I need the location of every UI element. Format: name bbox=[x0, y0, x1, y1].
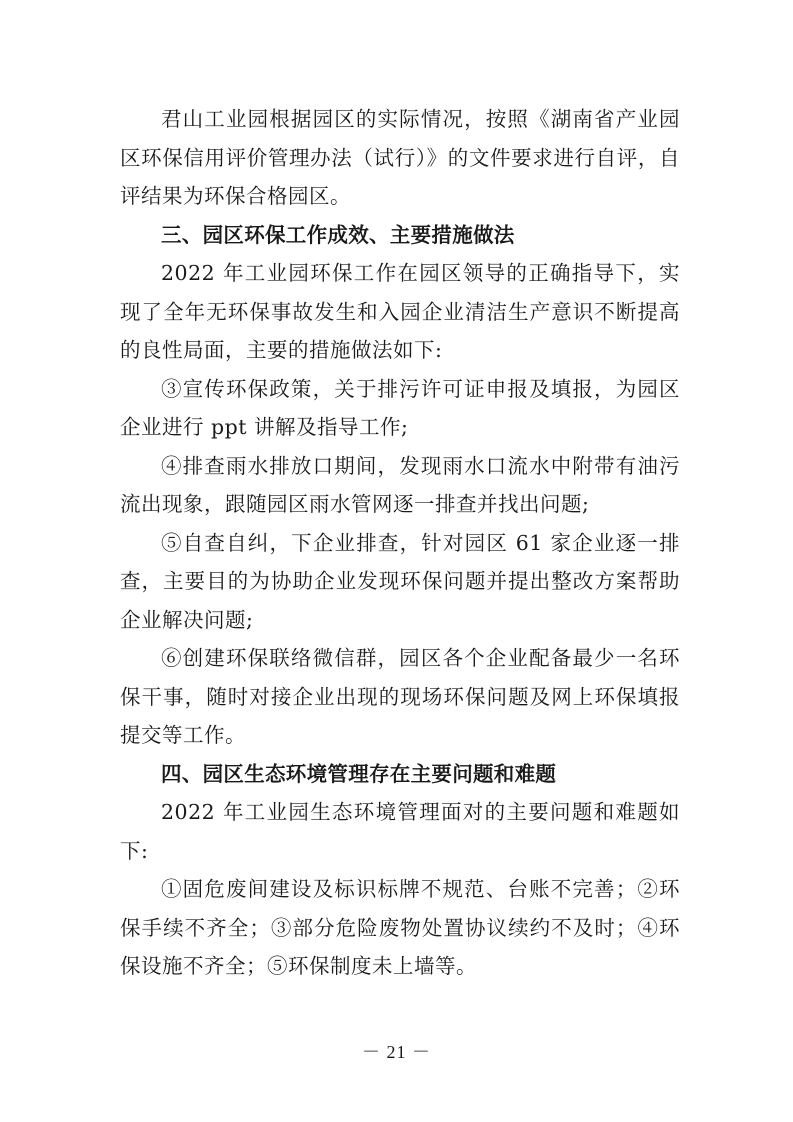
paragraph-measure-3: ③宣传环保政策，关于排污许可证申报及填报，为园区企业进行 ppt 讲解及指导工作; bbox=[120, 376, 680, 439]
paragraph-problems-list: ①固危废间建设及标识标牌不规范、台账不完善；②环保手续不齐全；③部分危险废物处置协议续约不及时；④环保设施不齐全；⑤环保制度未上墙等。 bbox=[120, 877, 680, 978]
page-number: － 21 － bbox=[362, 1042, 431, 1062]
paragraph-measure-6: ⑥创建环保联络微信群，园区各个企业配备最少一名环保干事，随时对接企业出现的现场环保问题及网上环保填报提交等工作。 bbox=[120, 646, 680, 747]
paragraph-measure-5: ⑤自查自纠，下企业排查，针对园区 61 家企业逐一排查，主要目的为协助企业发现环保问题并提出整改方案帮助企业解决问题; bbox=[120, 530, 680, 632]
paragraph-achievements: 2022 年工业园环保工作在园区领导的正确指导下，实现了全年无环保事故发生和入园企业清洁生产意识不断提高的良性局面，主要的措施做法如下: bbox=[120, 261, 680, 362]
paragraph-measure-4: ④排查雨水排放口期间，发现雨水口流水中附带有油污流出现象，跟随园区雨水管网逐一排查并找出问题; bbox=[120, 453, 680, 516]
document-body bbox=[120, 100, 680, 986]
section-heading-three: 三、园区环保工作成效、主要措施做法 bbox=[161, 222, 515, 247]
section-heading-four: 四、园区生态环境管理存在主要问题和难题 bbox=[161, 761, 557, 786]
paragraph-problems-intro: 2022 年工业园生态环境管理面对的主要问题和难题如下: bbox=[120, 800, 680, 863]
paragraph-self-evaluation: 君山工业园根据园区的实际情况，按照《湖南省产业园区环保信用评价管理办法（试行）》的文件要求进行自评，自评结果为环保合格园区。 bbox=[120, 107, 680, 208]
